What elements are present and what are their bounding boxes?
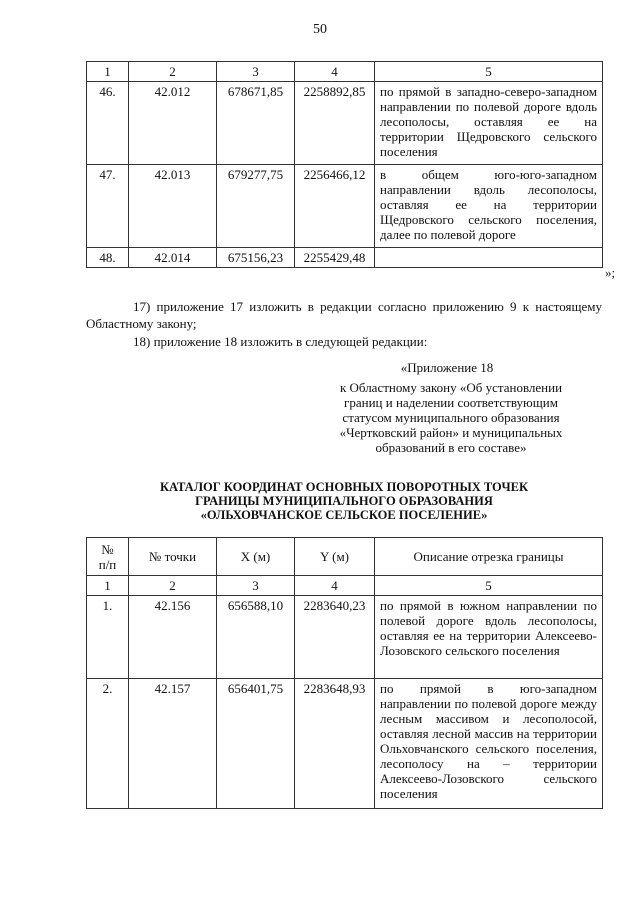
row-number: 48. xyxy=(87,248,129,268)
row-number: 47. xyxy=(87,165,129,248)
y-coordinate: 2283640,23 xyxy=(295,596,375,679)
catalog-title-line: КАТАЛОГ КООРДИНАТ ОСНОВНЫХ ПОВОРОТНЫХ ТОЧЕК xyxy=(159,480,529,494)
table-header-numbers xyxy=(87,62,603,82)
row-number: 46. xyxy=(87,82,129,165)
y-coordinate: 2255429,48 xyxy=(295,248,375,268)
table-row xyxy=(87,596,603,679)
col-number-5: 5 xyxy=(375,576,603,596)
catalog-title-line: «ОЛЬХОВЧАНСКОЕ СЕЛЬСКОЕ ПОСЕЛЕНИЕ» xyxy=(200,508,488,522)
header-num-line: № xyxy=(101,541,114,557)
coordinates-table-continued xyxy=(86,61,603,268)
segment-description: по прямой в южном направлении по полевой дороге вдоль лесополосы, оставляя ее на территории Алексеево-Лозовского сельского поселения xyxy=(375,596,603,679)
x-coordinate: 656401,75 xyxy=(217,679,295,809)
appendix-line: образований в его составе» xyxy=(375,440,527,455)
header-description: Описание отрезка границы xyxy=(375,538,603,576)
x-coordinate: 679277,75 xyxy=(217,165,295,248)
col-number-5: 5 xyxy=(375,62,603,82)
appendix-title: «Приложение 18 xyxy=(400,360,494,375)
y-coordinate: 2283648,93 xyxy=(295,679,375,809)
x-coordinate: 678671,85 xyxy=(217,82,295,165)
paragraph-17: 17) приложение 17 изложить в редакции согласно приложению 9 к настоящему Областному закону; xyxy=(86,299,602,331)
point-number: 42.157 xyxy=(129,679,217,809)
appendix-line: границ и наделении соответствующим xyxy=(344,395,558,410)
point-number: 42.013 xyxy=(129,165,217,248)
row-number: 2. xyxy=(87,679,129,809)
segment-description: по прямой в западно-северо-западном направлении по полевой дороге вдоль лесополосы, оставляя ее на территории Щедровского сельского поселения xyxy=(375,82,603,165)
table-row xyxy=(87,165,603,248)
point-number: 42.012 xyxy=(129,82,217,165)
appendix-line: к Областному закону «Об установлении xyxy=(339,380,563,395)
col-number-3: 3 xyxy=(217,576,295,596)
col-number-2: 2 xyxy=(129,62,217,82)
table-row xyxy=(87,679,603,809)
header-y: Y (м) xyxy=(295,538,375,576)
header-x: X (м) xyxy=(217,538,295,576)
segment-description xyxy=(375,248,603,268)
table-row xyxy=(87,82,603,165)
appendix-reference xyxy=(318,380,584,455)
catalog-title-line: ГРАНИЦЫ МУНИЦИПАЛЬНОГО ОБРАЗОВАНИЯ xyxy=(195,494,493,508)
header-row-number xyxy=(87,538,129,576)
segment-description: по прямой в юго-западном направлении по полевой дороге между лесным массивом и лесополосой, оставляя лесной массив на территории Ольховчанского сельского поселения, лесополосу на – территории Алексеево-Лозовского сельского поселения xyxy=(375,679,603,809)
appendix-line: «Чертковский район» и муниципальных xyxy=(339,425,563,440)
col-number-4: 4 xyxy=(295,62,375,82)
paragraph-18: 18) приложение 18 изложить в следующей редакции: xyxy=(133,334,428,349)
header-num-line: п/п xyxy=(98,556,117,572)
col-number-2: 2 xyxy=(129,576,217,596)
col-number-1: 1 xyxy=(87,62,129,82)
page-number: 50 xyxy=(313,22,327,37)
col-number-1: 1 xyxy=(87,576,129,596)
y-coordinate: 2258892,85 xyxy=(295,82,375,165)
catalog-title xyxy=(86,480,602,522)
coordinates-table xyxy=(86,537,603,809)
point-number: 42.014 xyxy=(129,248,217,268)
appendix-line: статусом муниципального образования xyxy=(342,410,560,425)
col-number-4: 4 xyxy=(295,576,375,596)
y-coordinate: 2256466,12 xyxy=(295,165,375,248)
row-number: 1. xyxy=(87,596,129,679)
closing-quote: »; xyxy=(605,265,616,280)
col-number-3: 3 xyxy=(217,62,295,82)
table-row xyxy=(87,248,603,268)
segment-description: в общем юго-юго-западном направлении вдоль лесополосы, оставляя ее на территории Щедровского сельского поселения, далее по полевой дороге xyxy=(375,165,603,248)
x-coordinate: 656588,10 xyxy=(217,596,295,679)
point-number: 42.156 xyxy=(129,596,217,679)
header-point: № точки xyxy=(129,538,217,576)
x-coordinate: 675156,23 xyxy=(217,248,295,268)
table-header xyxy=(87,538,603,576)
table-header-numbers xyxy=(87,576,603,596)
